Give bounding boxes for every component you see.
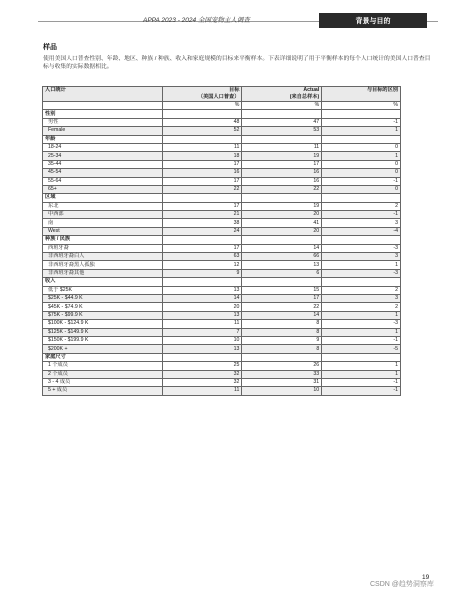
table-row <box>43 169 401 177</box>
cell-difference: 0 <box>322 169 401 177</box>
cell-target: 32 <box>162 378 242 386</box>
cell-target: 11 <box>162 320 242 328</box>
row-label: $25K - $44.9 K <box>43 294 163 302</box>
row-label: $100K - $124.9 K <box>43 320 163 328</box>
cell-actual: 47 <box>242 118 322 126</box>
header-demographic: 人口统计 <box>43 87 163 102</box>
table-row <box>43 378 401 386</box>
category-empty-cell <box>162 110 242 118</box>
row-label: 西班牙裔 <box>43 244 163 252</box>
cell-difference: -1 <box>322 177 401 185</box>
cell-difference: 1 <box>322 370 401 378</box>
category-empty-cell <box>162 236 242 244</box>
cell-difference: 1 <box>322 362 401 370</box>
cell-actual: 26 <box>242 362 322 370</box>
cell-difference: 2 <box>322 202 401 210</box>
table-row <box>43 294 401 302</box>
cell-target: 20 <box>162 303 242 311</box>
row-label: 非西班牙裔白人 <box>43 253 163 261</box>
table-row <box>43 227 401 235</box>
cell-difference: -1 <box>322 378 401 386</box>
cell-actual: 10 <box>242 387 322 395</box>
category-row <box>43 110 401 118</box>
table-row <box>43 370 401 378</box>
cell-difference: 1 <box>322 328 401 336</box>
table-row <box>43 336 401 344</box>
cell-difference: 3 <box>322 294 401 302</box>
cell-difference: 3 <box>322 253 401 261</box>
category-empty-cell <box>322 135 401 143</box>
category-row <box>43 194 401 202</box>
cell-actual: 17 <box>242 294 322 302</box>
cell-target: 13 <box>162 311 242 319</box>
row-label: 中西部 <box>43 211 163 219</box>
unit-row <box>43 102 401 110</box>
cell-difference: 1 <box>322 152 401 160</box>
table-row <box>43 160 401 168</box>
table-row <box>43 219 401 227</box>
table-row <box>43 185 401 193</box>
row-label: 18-24 <box>43 143 163 151</box>
section-tab: 背景与目的 <box>319 13 427 28</box>
header-target: 目标 （美国人口普查） <box>162 87 242 102</box>
row-label: $75K - $99.9 K <box>43 311 163 319</box>
table-header-row <box>43 87 401 102</box>
category-empty-cell <box>322 278 401 286</box>
category-empty-cell <box>242 278 322 286</box>
category-empty-cell <box>162 194 242 202</box>
row-label: 1 个成员 <box>43 362 163 370</box>
cell-target: 25 <box>162 362 242 370</box>
category-label: 性别 <box>43 110 163 118</box>
table-row <box>43 152 401 160</box>
cell-actual: 13 <box>242 261 322 269</box>
category-label: 种族 / 民族 <box>43 236 163 244</box>
cell-actual: 19 <box>242 152 322 160</box>
cell-difference: 3 <box>322 219 401 227</box>
cell-target: 10 <box>162 336 242 344</box>
category-row <box>43 135 401 143</box>
row-label: 35-44 <box>43 160 163 168</box>
category-empty-cell <box>242 236 322 244</box>
cell-actual: 31 <box>242 378 322 386</box>
row-label: 45-54 <box>43 169 163 177</box>
table-row <box>43 362 401 370</box>
cell-difference: -1 <box>322 211 401 219</box>
cell-target: 22 <box>162 185 242 193</box>
row-label: $150K - $199.9 K <box>43 336 163 344</box>
row-label: 55-64 <box>43 177 163 185</box>
cell-target: 32 <box>162 370 242 378</box>
cell-target: 14 <box>162 294 242 302</box>
header-actual: Actual (来自总样本) <box>242 87 322 102</box>
cell-actual: 16 <box>242 169 322 177</box>
cell-actual: 8 <box>242 320 322 328</box>
cell-actual: 17 <box>242 160 322 168</box>
unit-difference: % <box>322 102 401 110</box>
section-title: 样品 <box>43 44 57 51</box>
cell-target: 13 <box>162 286 242 294</box>
table-row <box>43 286 401 294</box>
category-row <box>43 278 401 286</box>
row-label: $45K - $74.9 K <box>43 303 163 311</box>
cell-difference: 0 <box>322 185 401 193</box>
cell-difference: 1 <box>322 261 401 269</box>
cell-target: 21 <box>162 211 242 219</box>
cell-target: 38 <box>162 219 242 227</box>
cell-actual: 8 <box>242 328 322 336</box>
cell-target: 17 <box>162 177 242 185</box>
cell-difference: 1 <box>322 127 401 135</box>
category-label: 家庭尺寸 <box>43 353 163 361</box>
row-label: 3 - 4 成员 <box>43 378 163 386</box>
cell-difference: 1 <box>322 311 401 319</box>
row-label: 男性 <box>43 118 163 126</box>
intro-paragraph: 使用美国人口普查性别、年龄、地区、种族 / 种族、收入和家庭规模的目标来平衡样本。下表详细说明了用于平衡样本的每个人口统计的美国人口普查目标与收集的实际数据相比。 <box>43 56 431 70</box>
cell-difference: -3 <box>322 269 401 277</box>
unit-blank <box>43 102 163 110</box>
cell-actual: 22 <box>242 303 322 311</box>
watermark: CSDN @趋势洞察库 <box>370 581 434 588</box>
unit-target: % <box>162 102 242 110</box>
category-empty-cell <box>242 353 322 361</box>
row-label: 低于 $25K <box>43 286 163 294</box>
cell-difference: -3 <box>322 244 401 252</box>
cell-target: 13 <box>162 345 242 353</box>
row-label: 25-34 <box>43 152 163 160</box>
cell-target: 48 <box>162 118 242 126</box>
table-row <box>43 328 401 336</box>
row-label: 65+ <box>43 185 163 193</box>
cell-actual: 53 <box>242 127 322 135</box>
cell-difference: -1 <box>322 336 401 344</box>
category-empty-cell <box>322 236 401 244</box>
table-row <box>43 127 401 135</box>
table-row <box>43 253 401 261</box>
table-row <box>43 387 401 395</box>
category-empty-cell <box>322 110 401 118</box>
cell-actual: 14 <box>242 311 322 319</box>
cell-target: 16 <box>162 169 242 177</box>
cell-target: 17 <box>162 160 242 168</box>
table-row <box>43 261 401 269</box>
cell-target: 52 <box>162 127 242 135</box>
category-empty-cell <box>162 135 242 143</box>
cell-actual: 14 <box>242 244 322 252</box>
row-label: West <box>43 227 163 235</box>
cell-target: 63 <box>162 253 242 261</box>
cell-actual: 16 <box>242 177 322 185</box>
row-label: $125K - $149.9 K <box>43 328 163 336</box>
table-row <box>43 244 401 252</box>
row-label: 非西班牙裔黑人孤独 <box>43 261 163 269</box>
category-empty-cell <box>242 110 322 118</box>
cell-difference: -1 <box>322 387 401 395</box>
table-row <box>43 211 401 219</box>
category-row <box>43 353 401 361</box>
cell-actual: 20 <box>242 211 322 219</box>
category-empty-cell <box>322 194 401 202</box>
row-label: $200K + <box>43 345 163 353</box>
table-row <box>43 118 401 126</box>
cell-difference: -4 <box>322 227 401 235</box>
cell-actual: 22 <box>242 185 322 193</box>
demographics-table <box>42 86 401 396</box>
table-row <box>43 311 401 319</box>
category-label: 收入 <box>43 278 163 286</box>
cell-target: 11 <box>162 387 242 395</box>
cell-actual: 15 <box>242 286 322 294</box>
cell-target: 12 <box>162 261 242 269</box>
table-row <box>43 269 401 277</box>
page-number: 19 <box>422 574 430 581</box>
cell-actual: 33 <box>242 370 322 378</box>
cell-difference: 0 <box>322 143 401 151</box>
row-label: 南 <box>43 219 163 227</box>
cell-actual: 8 <box>242 345 322 353</box>
cell-target: 18 <box>162 152 242 160</box>
table-row <box>43 143 401 151</box>
row-label: 2 个成员 <box>43 370 163 378</box>
category-label: 年龄 <box>43 135 163 143</box>
table-row <box>43 345 401 353</box>
cell-actual: 19 <box>242 202 322 210</box>
category-empty-cell <box>162 278 242 286</box>
cell-actual: 66 <box>242 253 322 261</box>
cell-difference: -5 <box>322 345 401 353</box>
cell-actual: 6 <box>242 269 322 277</box>
category-label: 区域 <box>43 194 163 202</box>
table-body <box>43 102 401 396</box>
table-row <box>43 320 401 328</box>
cell-difference: 2 <box>322 303 401 311</box>
cell-target: 9 <box>162 269 242 277</box>
category-empty-cell <box>162 353 242 361</box>
row-label: 东北 <box>43 202 163 210</box>
cell-actual: 41 <box>242 219 322 227</box>
category-empty-cell <box>242 135 322 143</box>
cell-actual: 20 <box>242 227 322 235</box>
cell-difference: -1 <box>322 118 401 126</box>
cell-target: 11 <box>162 143 242 151</box>
unit-actual: % <box>242 102 322 110</box>
report-header-title: APPA 2023 - 2024 全国宠物主人调查 <box>143 17 250 24</box>
table-row <box>43 177 401 185</box>
category-empty-cell <box>322 353 401 361</box>
cell-target: 7 <box>162 328 242 336</box>
cell-target: 17 <box>162 244 242 252</box>
cell-difference: -3 <box>322 320 401 328</box>
category-row <box>43 236 401 244</box>
cell-actual: 11 <box>242 143 322 151</box>
cell-difference: 2 <box>322 286 401 294</box>
row-label: 5 + 成员 <box>43 387 163 395</box>
row-label: 非西班牙裔其他 <box>43 269 163 277</box>
row-label: Female <box>43 127 163 135</box>
cell-target: 17 <box>162 202 242 210</box>
cell-difference: 0 <box>322 160 401 168</box>
table-row <box>43 303 401 311</box>
table-row <box>43 202 401 210</box>
cell-actual: 9 <box>242 336 322 344</box>
category-empty-cell <box>242 194 322 202</box>
cell-target: 24 <box>162 227 242 235</box>
header-difference: 与目标的区别 <box>322 87 401 102</box>
